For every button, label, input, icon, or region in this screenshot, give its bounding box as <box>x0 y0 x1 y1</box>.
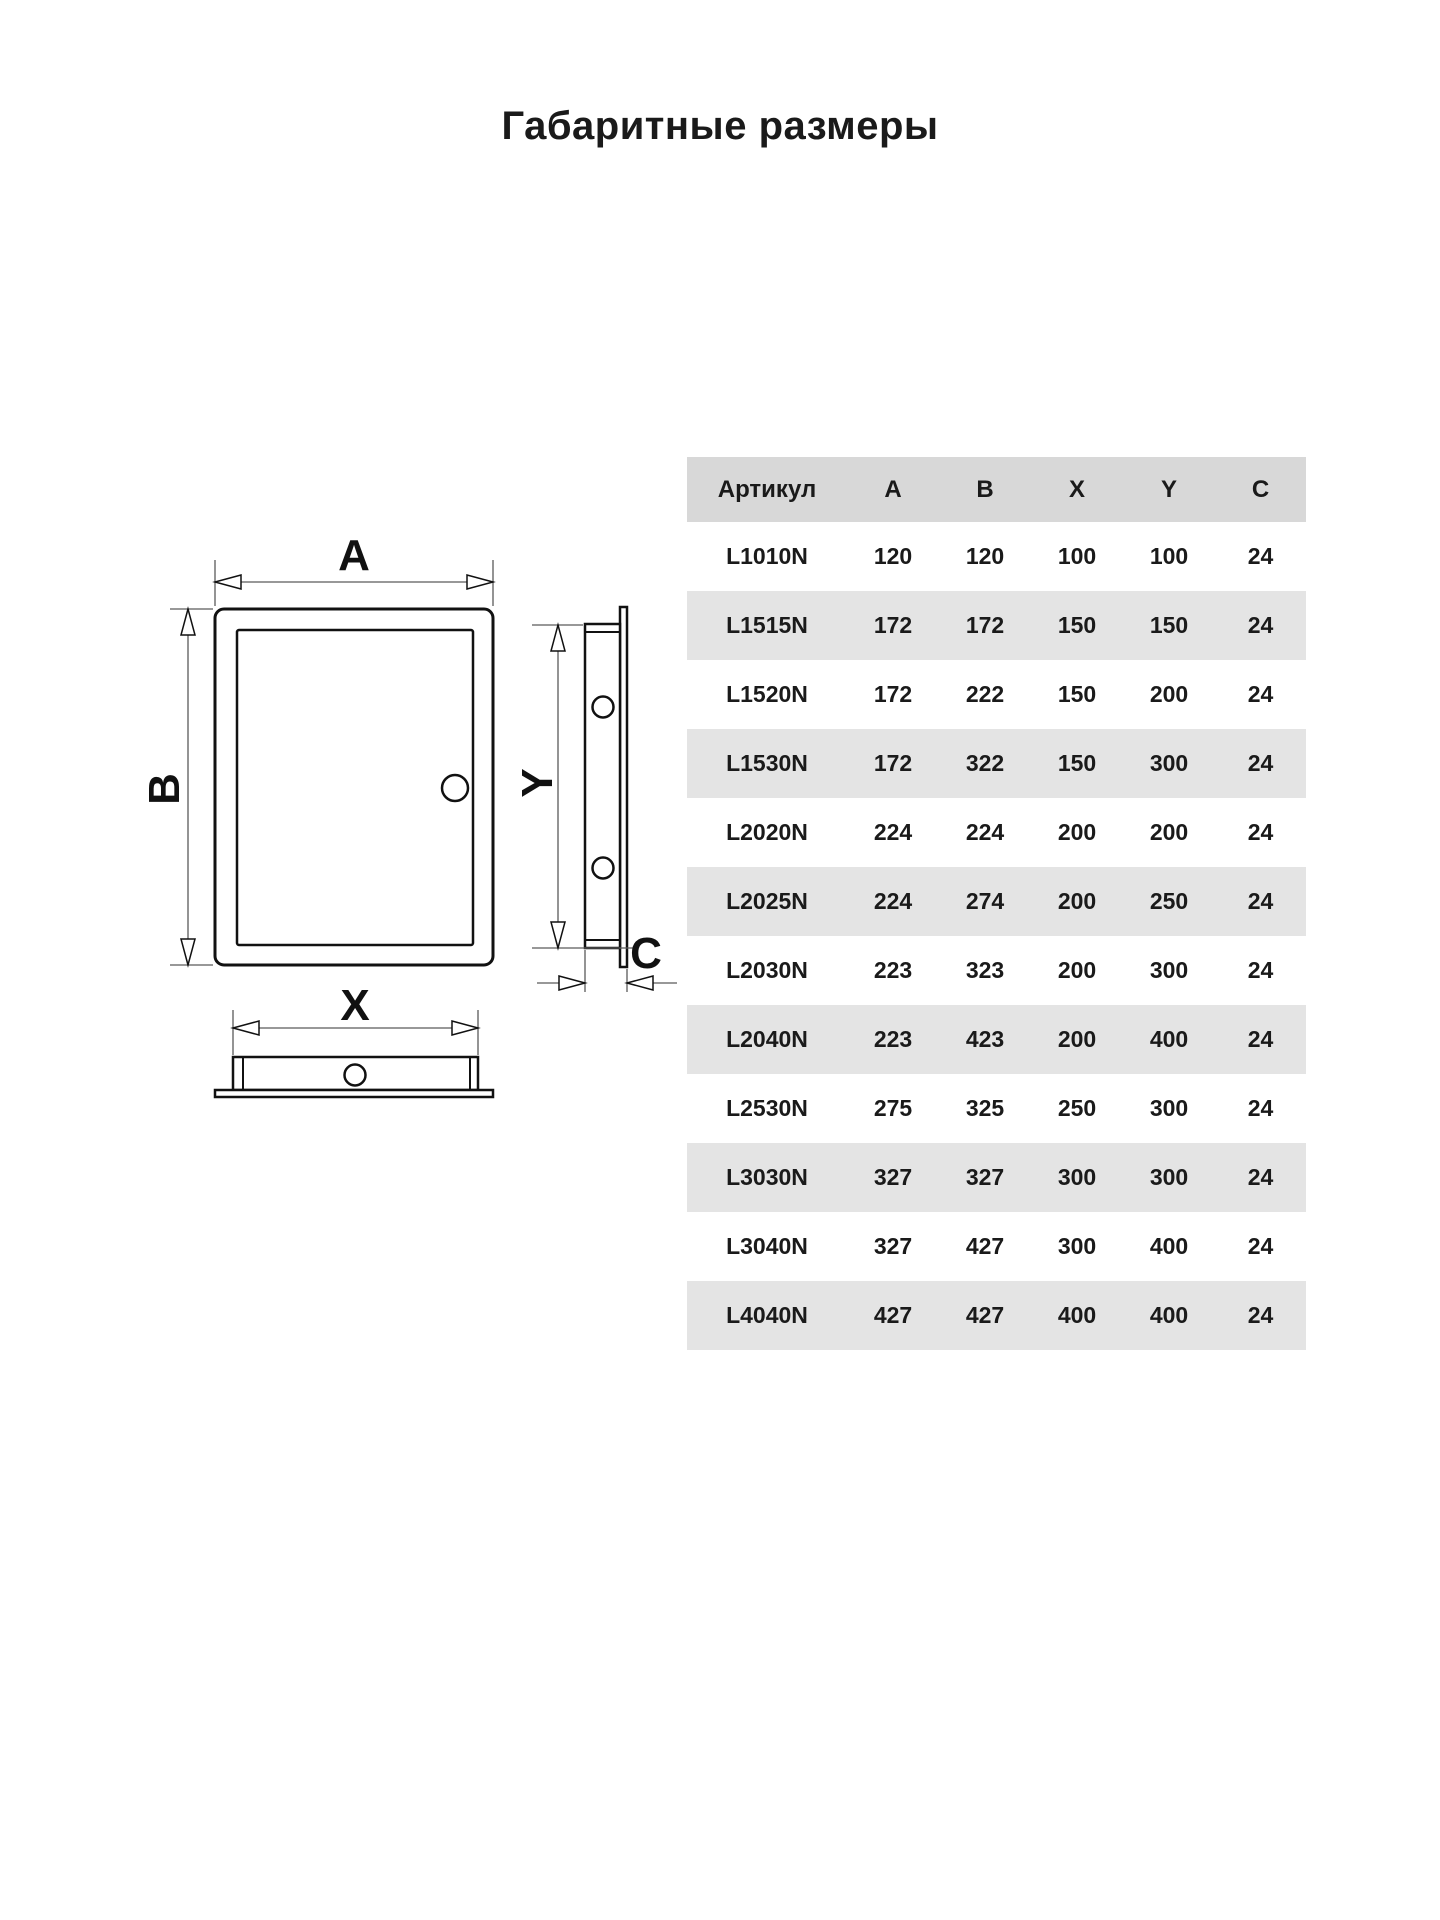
table-row <box>687 591 1306 660</box>
table-row <box>687 936 1306 1005</box>
tray-hole <box>345 1065 366 1086</box>
article-cell: L1530N <box>726 750 808 776</box>
side-view <box>513 607 677 992</box>
value-cell: 275 <box>873 1095 913 1121</box>
arrowhead-right-icon <box>452 1021 478 1035</box>
arrowhead-right-icon <box>559 976 585 990</box>
value-cell: 100 <box>1149 543 1189 569</box>
value-cell: 400 <box>1057 1302 1097 1328</box>
value-cell: 400 <box>1149 1026 1189 1052</box>
article-cell: L3040N <box>726 1233 808 1259</box>
value-cell: 24 <box>1247 750 1274 776</box>
value-cell: 172 <box>873 612 913 638</box>
column-header-x: X <box>1031 457 1123 522</box>
value-cell: 24 <box>1247 957 1274 983</box>
dimension-label-X: X <box>340 981 370 1030</box>
side-hole-top <box>593 697 614 718</box>
side-body <box>585 624 620 948</box>
value-cell: 423 <box>965 1026 1005 1052</box>
value-cell: 224 <box>873 888 913 914</box>
value-cell: 427 <box>965 1302 1005 1328</box>
column-header-y: Y <box>1123 457 1215 522</box>
dimension-label-A: A <box>338 531 370 580</box>
arrowhead-down-icon <box>551 922 565 948</box>
table-row <box>687 660 1306 729</box>
value-cell: 224 <box>965 819 1005 845</box>
article-cell: L2025N <box>726 888 808 914</box>
panel-door <box>237 630 473 945</box>
arrowhead-up-icon <box>551 625 565 651</box>
article-cell: L1515N <box>726 612 808 638</box>
value-cell: 323 <box>965 957 1005 983</box>
article-cell: L2030N <box>726 957 808 983</box>
side-hole-bottom <box>593 858 614 879</box>
value-cell: 300 <box>1149 1095 1189 1121</box>
table-header <box>687 457 1306 522</box>
value-cell: 223 <box>873 1026 913 1052</box>
value-cell: 427 <box>965 1233 1005 1259</box>
value-cell: 24 <box>1247 1233 1274 1259</box>
value-cell: 24 <box>1247 1095 1274 1121</box>
value-cell: 327 <box>873 1233 913 1259</box>
value-cell: 200 <box>1149 819 1189 845</box>
dimension-A <box>215 531 493 606</box>
value-cell: 24 <box>1247 819 1274 845</box>
value-cell: 24 <box>1247 1164 1274 1190</box>
value-cell: 172 <box>873 681 913 707</box>
table-row <box>687 729 1306 798</box>
value-cell: 150 <box>1057 681 1097 707</box>
table-row <box>687 798 1306 867</box>
value-cell: 300 <box>1149 957 1189 983</box>
dimensions-table <box>687 457 1306 1350</box>
value-cell: 325 <box>965 1095 1005 1121</box>
dimension-drawing <box>100 420 680 1120</box>
value-cell: 24 <box>1247 888 1274 914</box>
value-cell: 322 <box>965 750 1005 776</box>
article-cell: L2530N <box>726 1095 808 1121</box>
arrowhead-down-icon <box>181 939 195 965</box>
dimension-B <box>140 609 213 965</box>
article-cell: L1010N <box>726 543 808 569</box>
dimension-drawing-svg <box>100 420 680 1120</box>
article-cell: L2040N <box>726 1026 808 1052</box>
table-row <box>687 1074 1306 1143</box>
value-cell: 400 <box>1149 1233 1189 1259</box>
value-cell: 200 <box>1057 1026 1097 1052</box>
value-cell: 150 <box>1057 750 1097 776</box>
value-cell: 100 <box>1057 543 1097 569</box>
table-row <box>687 1143 1306 1212</box>
article-cell: L3030N <box>726 1164 808 1190</box>
column-header-b: B <box>939 457 1031 522</box>
value-cell: 224 <box>873 819 913 845</box>
bottom-view <box>215 981 493 1097</box>
value-cell: 150 <box>1057 612 1097 638</box>
article-cell: L4040N <box>726 1302 808 1328</box>
arrowhead-left-icon <box>215 575 241 589</box>
dimension-label-C: C <box>630 929 662 978</box>
value-cell: 327 <box>873 1164 913 1190</box>
value-cell: 250 <box>1149 888 1189 914</box>
header-row <box>687 457 1306 522</box>
value-cell: 24 <box>1247 543 1274 569</box>
value-cell: 200 <box>1057 888 1097 914</box>
value-cell: 250 <box>1057 1095 1097 1121</box>
value-cell: 24 <box>1247 681 1274 707</box>
table-row <box>687 522 1306 591</box>
article-cell: L2020N <box>726 819 808 845</box>
value-cell: 300 <box>1057 1233 1097 1259</box>
value-cell: 120 <box>873 543 913 569</box>
value-cell: 120 <box>965 543 1005 569</box>
dimension-label-Y: Y <box>513 768 562 798</box>
page-title: Габаритные размеры <box>501 104 939 148</box>
table-body <box>687 522 1306 1350</box>
table-row <box>687 1212 1306 1281</box>
value-cell: 200 <box>1057 819 1097 845</box>
arrowhead-right-icon <box>467 575 493 589</box>
table-row <box>687 1281 1306 1350</box>
arrowhead-left-icon <box>233 1021 259 1035</box>
value-cell: 300 <box>1057 1164 1097 1190</box>
table-row <box>687 867 1306 936</box>
value-cell: 24 <box>1247 1302 1274 1328</box>
value-cell: 300 <box>1149 1164 1189 1190</box>
value-cell: 327 <box>965 1164 1005 1190</box>
column-header-a: A <box>847 457 939 522</box>
dimension-X <box>233 981 478 1055</box>
arrowhead-up-icon <box>181 609 195 635</box>
tray-flange <box>215 1090 493 1097</box>
value-cell: 274 <box>965 888 1005 914</box>
column-header-c: C <box>1215 457 1306 522</box>
value-cell: 427 <box>873 1302 913 1328</box>
value-cell: 172 <box>965 612 1005 638</box>
value-cell: 300 <box>1149 750 1189 776</box>
value-cell: 200 <box>1057 957 1097 983</box>
dimension-label-B: B <box>140 773 189 805</box>
value-cell: 150 <box>1149 612 1189 638</box>
column-header-article: Артикул <box>687 457 847 522</box>
value-cell: 400 <box>1149 1302 1189 1328</box>
front-view <box>140 531 493 965</box>
value-cell: 200 <box>1149 681 1189 707</box>
value-cell: 172 <box>873 750 913 776</box>
article-cell: L1520N <box>726 681 808 707</box>
value-cell: 223 <box>873 957 913 983</box>
table-row <box>687 1005 1306 1074</box>
door-handle-hole <box>442 775 468 801</box>
value-cell: 24 <box>1247 1026 1274 1052</box>
arrowhead-left-icon <box>627 976 653 990</box>
value-cell: 222 <box>965 681 1005 707</box>
value-cell: 24 <box>1247 612 1274 638</box>
